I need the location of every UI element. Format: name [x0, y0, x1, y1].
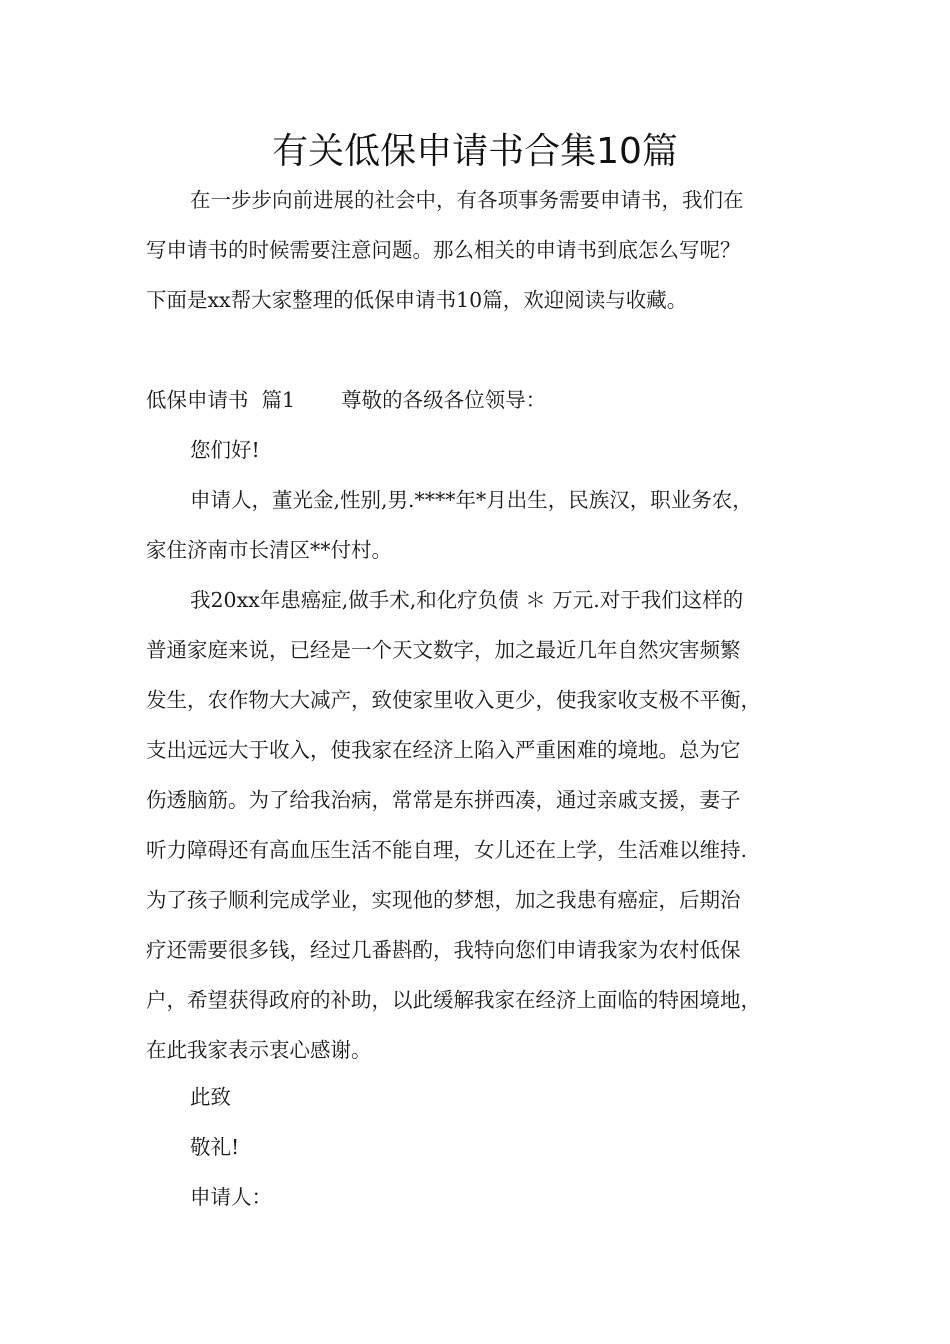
section-heading-row — [146, 385, 546, 415]
paragraph-line: 伤透脑筋。为了给我治病，常常是东拼西凑，通过亲戚支援，妻子 — [146, 788, 741, 812]
greeting: 您们好! — [190, 438, 260, 462]
paragraph-line: 家住济南市长清区**付村。 — [146, 538, 392, 562]
paragraph-line: 我20xx年患癌症,做手术,和化疗负债 ＊ 万元.对于我们这样的 — [190, 588, 744, 612]
paragraph-line: 普通家庭来说，已经是一个天文数字，加之最近几年自然灾害频繁 — [146, 638, 741, 662]
paragraph-line: 申请人，董光金,性别,男.****年*月出生，民族汉，职业务农， — [190, 488, 753, 512]
signature-label: 申请人： — [190, 1185, 272, 1209]
paragraph-line: 在此我家表示衷心感谢。 — [146, 1038, 372, 1062]
intro-line: 下面是xx帮大家整理的低保申请书10篇，欢迎阅读与收藏。 — [146, 288, 688, 312]
salutation: 尊敬的各级各位领导： — [341, 388, 547, 412]
paragraph-line: 疗还需要很多钱，经过几番斟酌，我特向您们申请我家为农村低保 — [146, 938, 741, 962]
paragraph-line: 为了孩子顺利完成学业，实现他的梦想，加之我患有癌症，后期治 — [146, 888, 741, 912]
paragraph-line: 听力障碍还有高血压生活不能自理，女儿还在上学，生活难以维持. — [146, 838, 748, 862]
intro-line: 写申请书的时候需要注意问题。那么相关的申请书到底怎么写呢？ — [146, 238, 741, 262]
section-label: 低保申请书 篇1 — [146, 388, 296, 412]
closing-line: 敬礼! — [190, 1135, 240, 1159]
paragraph-line: 支出远远大于收入，使我家在经济上陷入严重困难的境地。总为它 — [146, 738, 741, 762]
intro-line: 在一步步向前进展的社会中，有各项事务需要申请书，我们在 — [190, 188, 744, 212]
document-title: 有关低保申请书合集10篇 — [272, 131, 678, 172]
closing-line: 此致 — [190, 1085, 231, 1109]
paragraph-line: 户，希望获得政府的补助，以此缓解我家在经济上面临的特困境地， — [146, 988, 761, 1012]
paragraph-line: 发生，农作物大大减产，致使家里收入更少，使我家收支极不平衡， — [146, 688, 761, 712]
